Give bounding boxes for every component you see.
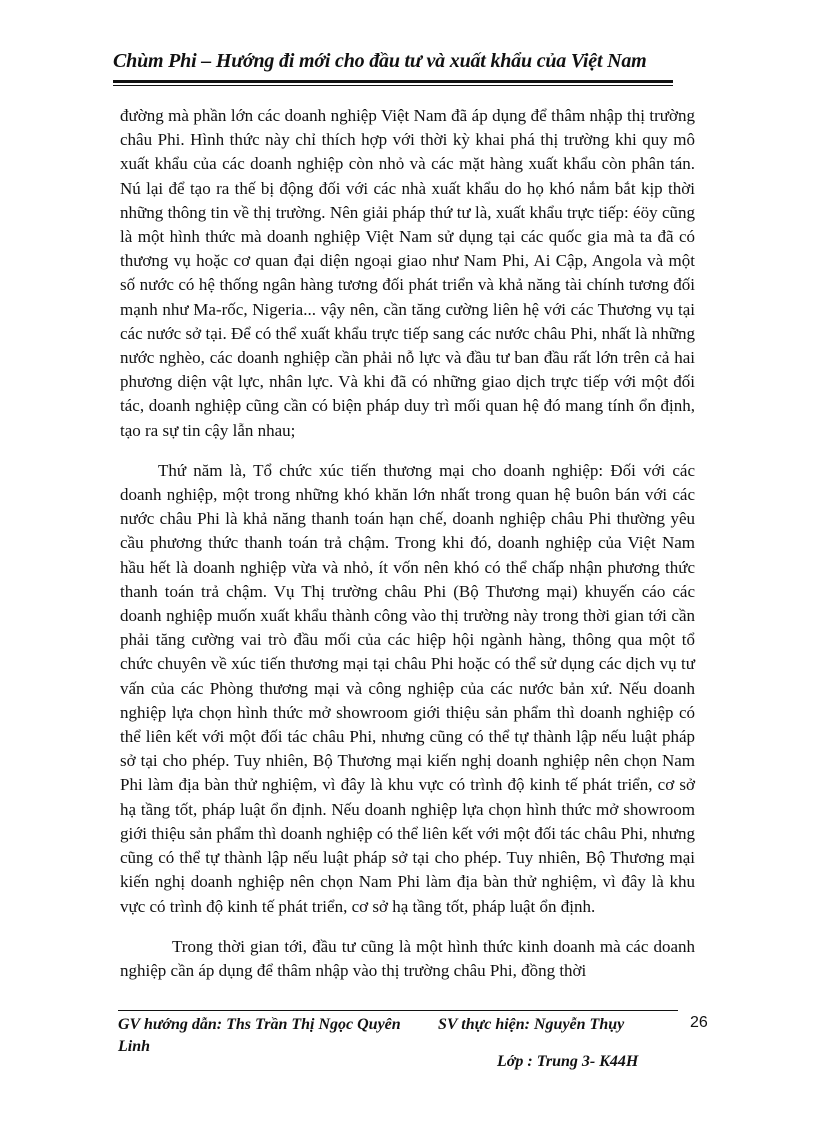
footer-rule bbox=[118, 1010, 678, 1011]
footer-student: SV thực hiện: Nguyễn Thụy bbox=[438, 1016, 625, 1033]
header-rule-thick bbox=[113, 80, 673, 83]
paragraph-2: Thứ năm là, Tổ chức xúc tiến thương mại cho doanh nghiệp: Đối với các doanh nghiệp, một trong những khó khăn lớn nhất trong quan hệ buôn bán với các nước châu Phi là khả năng thanh toán hạn chế, doanh nghiệp châu Phi thường yêu cầu phương thức thanh toán trả chậm. Trong khi đó, doanh nghiệp của Việt Nam hầu hết là doanh nghiệp vừa và nhỏ, ít vốn nên khó có thể chấp nhận phương thức thanh toán trả chậm. Vụ Thị trường châu Phi (Bộ Thương mại) khuyến cáo các doanh nghiệp muốn xuất khẩu thành công vào thị trường này trong thời gian tới cần phải tăng cường vai trò đầu mối của các hiệp hội ngành hàng, thông qua một tổ chức chuyên về xúc tiến thương mại tại châu Phi hoặc có thể sử dụng các dịch vụ tư vấn của các Phòng thương mại và công nghiệp của các nước bản xứ. Nếu doanh nghiệp lựa chọn hình thức mở showroom giới thiệu sản phẩm thì doanh nghiệp có thể liên kết với một đối tác châu Phi, nhưng cũng có thể tự thành lập nếu luật pháp sở tại cho phép. Tuy nhiên, Bộ Thương mại kiến nghị doanh nghiệp nên chọn Nam Phi làm địa bàn thử nghiệm, vì đây là khu vực có trình độ kinh tế phát triển, cơ sở hạ tầng tốt, pháp luật ổn định. Nếu doanh nghiệp lựa chọn hình thức mở showroom giới thiệu sản phẩm thì doanh nghiệp có thể liên kết với một đối tác châu Phi, nhưng cũng có thể tự thành lập nếu luật pháp sở tại cho phép. Tuy nhiên, Bộ Thương mại kiến nghị doanh nghiệp nên chọn Nam Phi làm địa bàn thử nghiệm, vì đây là khu vực có trình độ kinh tế phát triển, cơ sở hạ tầng tốt, pháp luật ổn định. bbox=[120, 460, 695, 916]
footer-class: Lớp : Trung 3- K44H bbox=[497, 1053, 639, 1070]
header-title: Chùm Phi – Hướng đi mới cho đầu tư và xuất khẩu của Việt Nam bbox=[113, 50, 647, 72]
paragraph-3: Trong thời gian tới, đầu tư cũng là một hình thức kinh doanh mà các doanh nghiệp cần áp dụng để thâm nhập vào thị trường châu Phi, đồng thời bbox=[120, 936, 695, 980]
page-number: 26 bbox=[690, 1014, 708, 1031]
page-header bbox=[113, 50, 673, 80]
footer-supervisor: GV hướng dẫn: Ths Trần Thị Ngọc Quyên Linh bbox=[118, 1016, 401, 1055]
paragraph-1: đường mà phần lớn các doanh nghiệp Việt Nam đã áp dụng để thâm nhập thị trường châu Phi. Hình thức này chỉ thích hợp với thời kỳ khai phá thị trường khi quy mô xuất khẩu của các doanh nghiệp còn nhỏ và các mặt hàng xuất khẩu còn phân tán. Nú lại để tạo ra thế bị động đối với các nhà xuất khẩu do họ khó nắm bắt kịp thời những thông tin về thị trường. Nên giải pháp thứ tư là, xuất khẩu trực tiếp: éöy cũng là một hình thức mà doanh nghiệp Việt Nam sử dụng tại các quốc gia mà ta đã có thương vụ hoặc cơ quan đại diện ngoại giao như Nam Phi, Ai Cập, Angola và một số nước có hệ thống ngân hàng tương đối phát triển và khả năng tài chính tương đối mạnh như Ma-rốc, Nigeria... vậy nên, cần tăng cường liên hệ với các Thương vụ tại các nước sở tại. Để có thể xuất khẩu trực tiếp sang các nước châu Phi, nhất là những nước nghèo, các doanh nghiệp cần phải nỗ lực và đầu tư ban đầu rất lớn trên cả hai phương diện vật lực, nhân lực. Và khi đã có những giao dịch trực tiếp với một đối tác, doanh nghiệp cũng cần có biện pháp duy trì mối quan hệ đó mang tính ổn định, tạo ra sự tin cậy lẫn nhau; bbox=[120, 106, 695, 440]
header-rule-thin bbox=[113, 85, 673, 86]
body-text bbox=[120, 104, 695, 983]
